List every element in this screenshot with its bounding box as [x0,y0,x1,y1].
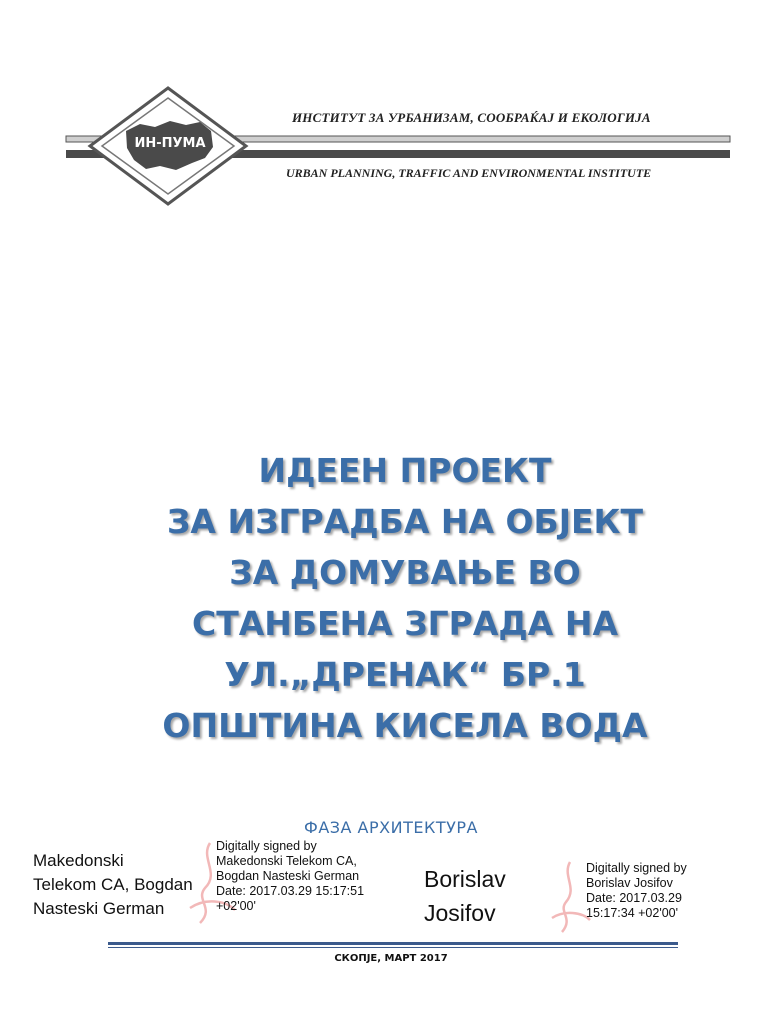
signature-detail-line: Makedonski Telekom CA, [216,854,357,868]
signer-name-line: Josifov [424,900,496,926]
signer-name-line: Makedonski [33,851,124,870]
title-line: ЗА ИЗГРАДБА НА ОБЈЕКТ [166,502,644,541]
title-line: ИДЕЕН ПРОЕКТ [258,451,552,490]
footer-rule-thin [108,947,678,948]
title-line: СТАНБЕНА ЗГРАДА НА [191,604,618,643]
signature-detail-line: Digitally signed by [586,861,687,875]
logo-text: ИН-ПУМА [134,136,206,151]
signer-name-line: Nasteski German [33,899,165,918]
institute-name-latin: URBAN PLANNING, TRAFFIC AND ENVIRONMENTAL INSTITUTE [286,166,652,180]
phase-label: ФАЗА АРХИТЕКТУРА [304,818,478,837]
footer-rule [108,942,678,945]
signature-details-1 [216,839,416,914]
signature-detail-line: Borislav Josifov [586,876,673,890]
footer-place-date: СКОПЈЕ, МАРТ 2017 [334,953,448,964]
title-line: УЛ.„ДРЕНАК“ БР.1 [224,655,586,694]
signature-details-2 [586,861,756,921]
signer-name-2 [424,862,564,930]
signer-name-line: Borislav [424,866,506,892]
signer-name-line: Telekom CA, Bogdan [33,875,193,894]
signature-detail-line: +02'00' [216,899,256,913]
title-line: ОПШТИНА КИСЕЛА ВОДА [162,706,648,745]
title-line: ЗА ДОМУВАЊЕ ВО [229,553,581,592]
signature-detail-line: Bogdan Nasteski German [216,869,360,883]
signature-detail-line: 15:17:34 +02'00' [586,906,679,920]
project-title [60,445,750,751]
signature-detail-line: Date: 2017.03.29 [586,891,682,905]
signature-detail-line: Digitally signed by [216,839,317,853]
institute-name-cyrillic: ИНСТИТУТ ЗА УРБАНИЗАМ, СООБРАЌАЈ И ЕКОЛОГИЈА [292,110,651,125]
signature-detail-line: Date: 2017.03.29 15:17:51 [216,884,365,898]
